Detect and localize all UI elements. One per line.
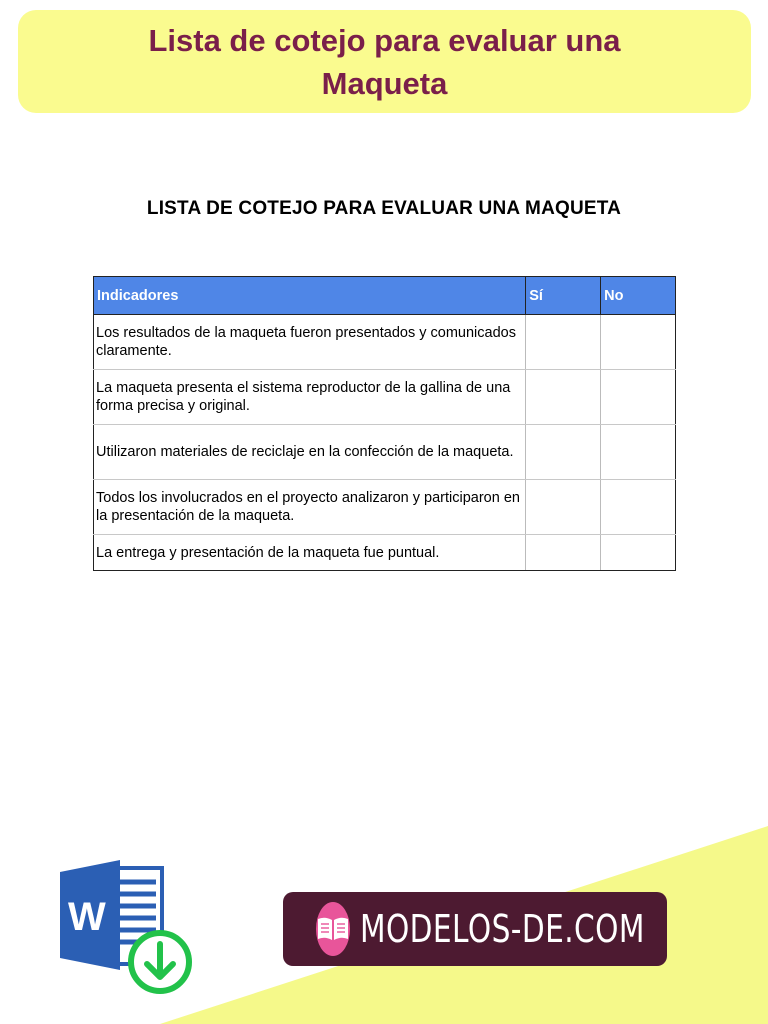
- header-banner: [18, 10, 751, 113]
- brand-badge[interactable]: [283, 892, 667, 966]
- header-no: No: [601, 277, 676, 315]
- si-cell[interactable]: [526, 535, 601, 571]
- table-row: [94, 370, 676, 425]
- table-row: [94, 315, 676, 370]
- indicator-cell: Todos los involucrados en el proyecto analizaron y participaron en la presentación de la maqueta.: [94, 480, 526, 535]
- indicator-cell: Los resultados de la maqueta fueron presentados y comunicados claramente.: [94, 315, 526, 370]
- indicator-cell: Utilizaron materiales de reciclaje en la confección de la maqueta.: [94, 425, 526, 480]
- open-book-icon: [316, 902, 350, 956]
- page-title: Lista de cotejo para evaluar una Maqueta: [148, 22, 621, 101]
- document-title: LISTA DE COTEJO PARA EVALUAR UNA MAQUETA: [146, 198, 622, 219]
- table-header-row: [94, 277, 676, 315]
- si-cell[interactable]: [526, 315, 601, 370]
- no-cell[interactable]: [601, 535, 676, 571]
- indicator-cell: La maqueta presenta el sistema reproductor de la gallina de una forma precisa y original.: [94, 370, 526, 425]
- table-row: [94, 425, 676, 480]
- header-indicadores: Indicadores: [94, 277, 526, 315]
- no-cell[interactable]: [601, 425, 676, 480]
- table-row: [94, 535, 676, 571]
- no-cell[interactable]: [601, 315, 676, 370]
- header-si: Sí: [526, 277, 601, 315]
- no-cell[interactable]: [601, 480, 676, 535]
- svg-text:W: W: [68, 895, 106, 939]
- checklist-table: [93, 276, 676, 571]
- si-cell[interactable]: [526, 425, 601, 480]
- word-download-icon[interactable]: [56, 858, 196, 998]
- indicator-cell: La entrega y presentación de la maqueta fue puntual.: [94, 535, 526, 571]
- si-cell[interactable]: [526, 480, 601, 535]
- si-cell[interactable]: [526, 370, 601, 425]
- brand-name: MODELOS-DE.COM: [360, 907, 645, 951]
- table-row: [94, 480, 676, 535]
- no-cell[interactable]: [601, 370, 676, 425]
